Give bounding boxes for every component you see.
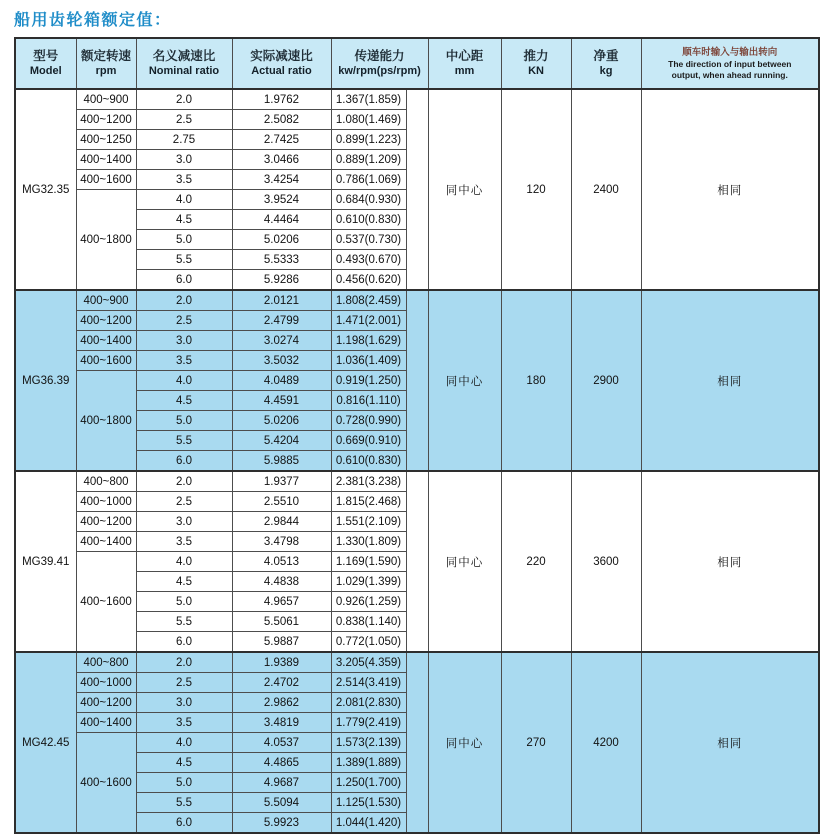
nominal-ratio-cell: 2.5 — [136, 492, 232, 512]
col-header-weight — [571, 38, 641, 89]
capacity-cell: 0.537(0.730) — [331, 230, 406, 250]
actual-ratio-cell: 2.5510 — [232, 492, 331, 512]
header-row — [15, 38, 819, 89]
col-header-nominal-ratio — [136, 38, 232, 89]
capacity-cell: 1.080(1.469) — [331, 110, 406, 130]
nominal-ratio-cell: 4.5 — [136, 572, 232, 592]
actual-ratio-cell: 3.9524 — [232, 190, 331, 210]
actual-ratio-cell: 4.4464 — [232, 210, 331, 230]
actual-ratio-cell: 2.9844 — [232, 512, 331, 532]
col-header-actual-zh: 实际减速比 — [250, 49, 313, 64]
col-header-center-distance — [428, 38, 501, 89]
data-row — [15, 471, 819, 492]
rpm-range-cell: 400~1000 — [76, 673, 136, 693]
nominal-ratio-cell: 2.0 — [136, 290, 232, 311]
capacity-cell: 1.573(2.139) — [331, 733, 406, 753]
col-header-rpm-zh: 额定转速 — [80, 49, 131, 64]
capacity-cell: 0.728(0.990) — [331, 411, 406, 431]
nominal-ratio-cell: 4.0 — [136, 733, 232, 753]
capacity-cell: 2.514(3.419) — [331, 673, 406, 693]
weight-cell: 2900 — [571, 290, 641, 471]
actual-ratio-cell: 1.9377 — [232, 471, 331, 492]
nominal-ratio-cell: 2.5 — [136, 673, 232, 693]
actual-ratio-cell: 4.4865 — [232, 753, 331, 773]
actual-ratio-cell: 5.4204 — [232, 431, 331, 451]
thrust-cell: 120 — [501, 89, 571, 290]
col-header-actual-ratio — [232, 38, 331, 89]
nominal-ratio-cell: 3.5 — [136, 713, 232, 733]
capacity-cell: 2.081(2.830) — [331, 693, 406, 713]
col-header-rpm — [76, 38, 136, 89]
model-cell: MG32.35 — [15, 89, 76, 290]
rpm-range-cell: 400~1200 — [76, 110, 136, 130]
center-distance-cell: 同中心 — [428, 652, 501, 833]
actual-ratio-cell: 5.9885 — [232, 451, 331, 472]
nominal-ratio-cell: 2.5 — [136, 311, 232, 331]
direction-cell: 相同 — [641, 652, 819, 833]
nominal-ratio-cell: 3.5 — [136, 170, 232, 190]
model-section-mg42-45 — [15, 652, 819, 833]
rpm-range-cell: 400~800 — [76, 652, 136, 673]
actual-ratio-cell: 4.9687 — [232, 773, 331, 793]
nominal-ratio-cell: 6.0 — [136, 270, 232, 291]
actual-ratio-cell: 3.4254 — [232, 170, 331, 190]
nominal-ratio-cell: 5.0 — [136, 411, 232, 431]
nominal-ratio-cell: 4.5 — [136, 210, 232, 230]
col-header-direction — [641, 38, 819, 89]
thrust-cell: 270 — [501, 652, 571, 833]
rpm-range-cell: 400~1250 — [76, 130, 136, 150]
nominal-ratio-cell: 4.0 — [136, 371, 232, 391]
capacity-cell: 3.205(4.359) — [331, 652, 406, 673]
nominal-ratio-cell: 6.0 — [136, 632, 232, 653]
nominal-ratio-cell: 4.0 — [136, 190, 232, 210]
capacity-cell: 1.125(1.530) — [331, 793, 406, 813]
nominal-ratio-cell: 3.0 — [136, 331, 232, 351]
weight-cell: 2400 — [571, 89, 641, 290]
capacity-cell: 0.889(1.209) — [331, 150, 406, 170]
actual-ratio-cell: 2.9862 — [232, 693, 331, 713]
actual-ratio-cell: 5.0206 — [232, 411, 331, 431]
thrust-cell: 220 — [501, 471, 571, 652]
col-header-thrust-zh: 推力 — [523, 49, 549, 64]
nominal-ratio-cell: 5.5 — [136, 793, 232, 813]
capacity-cell: 1.044(1.420) — [331, 813, 406, 834]
page-title: 船用齿轮箱额定值： — [14, 12, 172, 29]
nominal-ratio-cell: 2.0 — [136, 652, 232, 673]
nominal-ratio-cell: 4.5 — [136, 391, 232, 411]
capacity-cell: 1.330(1.809) — [331, 532, 406, 552]
rpm-range-cell: 400~1200 — [76, 512, 136, 532]
actual-ratio-cell: 5.9887 — [232, 632, 331, 653]
col-header-capacity-zh: 传递能力 — [354, 49, 405, 64]
rpm-range-cell: 400~1400 — [76, 150, 136, 170]
rpm-range-cell: 400~900 — [76, 290, 136, 311]
actual-ratio-cell: 2.0121 — [232, 290, 331, 311]
rpm-range-cell: 400~1200 — [76, 693, 136, 713]
rpm-range-cell: 400~800 — [76, 471, 136, 492]
col-header-actual-en: Actual ratio — [251, 65, 312, 78]
nominal-ratio-cell: 6.0 — [136, 813, 232, 834]
data-row — [15, 89, 819, 110]
capacity-cell: 0.838(1.140) — [331, 612, 406, 632]
col-header-direction-en1: The direction of input between — [668, 59, 792, 70]
actual-ratio-cell: 4.9657 — [232, 592, 331, 612]
nominal-ratio-cell: 3.5 — [136, 532, 232, 552]
col-header-direction-zh: 顺车时输入与输出转向 — [682, 47, 778, 59]
capacity-cell: 0.786(1.069) — [331, 170, 406, 190]
model-section-mg36-39 — [15, 290, 819, 471]
nominal-ratio-cell: 2.0 — [136, 471, 232, 492]
col-header-direction-en2: output, when ahead running. — [671, 69, 788, 80]
table-header — [15, 38, 819, 89]
rpm-range-cell: 400~1400 — [76, 331, 136, 351]
col-header-model-zh: 型号 — [33, 49, 59, 64]
actual-ratio-cell: 5.0206 — [232, 230, 331, 250]
nominal-ratio-cell: 3.0 — [136, 512, 232, 532]
actual-ratio-cell: 5.5094 — [232, 793, 331, 813]
col-header-capacity — [331, 38, 428, 89]
center-distance-cell: 同中心 — [428, 89, 501, 290]
capacity-cell: 1.551(2.109) — [331, 512, 406, 532]
capacity-cell: 1.036(1.409) — [331, 351, 406, 371]
rpm-range-cell: 400~1600 — [76, 170, 136, 190]
spacer-cell — [406, 89, 428, 290]
thrust-cell: 180 — [501, 290, 571, 471]
actual-ratio-cell: 2.4702 — [232, 673, 331, 693]
nominal-ratio-cell: 5.0 — [136, 773, 232, 793]
rpm-range-cell: 400~1400 — [76, 713, 136, 733]
spacer-cell — [406, 290, 428, 471]
nominal-ratio-cell: 3.5 — [136, 351, 232, 371]
weight-cell: 4200 — [571, 652, 641, 833]
capacity-cell: 0.816(1.110) — [331, 391, 406, 411]
nominal-ratio-cell: 5.5 — [136, 612, 232, 632]
actual-ratio-cell: 4.0537 — [232, 733, 331, 753]
nominal-ratio-cell: 4.5 — [136, 753, 232, 773]
col-header-weight-zh: 净重 — [593, 49, 619, 64]
capacity-cell: 0.919(1.250) — [331, 371, 406, 391]
col-header-weight-en: kg — [599, 65, 613, 78]
nominal-ratio-cell: 6.0 — [136, 451, 232, 472]
actual-ratio-cell: 3.0274 — [232, 331, 331, 351]
capacity-cell: 1.169(1.590) — [331, 552, 406, 572]
actual-ratio-cell: 5.5333 — [232, 250, 331, 270]
actual-ratio-cell: 4.4838 — [232, 572, 331, 592]
model-section-mg32-35 — [15, 89, 819, 290]
actual-ratio-cell: 4.0489 — [232, 371, 331, 391]
rpm-range-cell: 400~1600 — [76, 733, 136, 834]
nominal-ratio-cell: 3.0 — [136, 693, 232, 713]
nominal-ratio-cell: 4.0 — [136, 552, 232, 572]
nominal-ratio-cell: 2.75 — [136, 130, 232, 150]
nominal-ratio-cell: 2.5 — [136, 110, 232, 130]
col-header-center-zh: 中心距 — [445, 49, 484, 64]
weight-cell: 3600 — [571, 471, 641, 652]
actual-ratio-cell: 5.9286 — [232, 270, 331, 291]
col-header-thrust — [501, 38, 571, 89]
capacity-cell: 0.493(0.670) — [331, 250, 406, 270]
col-header-capacity-en: kw/rpm(ps/rpm) — [338, 65, 421, 78]
center-distance-cell: 同中心 — [428, 471, 501, 652]
capacity-cell: 0.669(0.910) — [331, 431, 406, 451]
spacer-cell — [406, 652, 428, 833]
model-cell: MG42.45 — [15, 652, 76, 833]
actual-ratio-cell: 4.4591 — [232, 391, 331, 411]
col-header-nominal-zh: 名义减速比 — [152, 49, 216, 64]
col-header-nominal-en: Nominal ratio — [148, 65, 220, 78]
model-cell: MG36.39 — [15, 290, 76, 471]
actual-ratio-cell: 2.7425 — [232, 130, 331, 150]
capacity-cell: 0.899(1.223) — [331, 130, 406, 150]
col-header-center-en: mm — [454, 65, 475, 78]
spacer-cell — [406, 471, 428, 652]
actual-ratio-cell: 4.0513 — [232, 552, 331, 572]
capacity-cell: 1.808(2.459) — [331, 290, 406, 311]
model-cell: MG39.41 — [15, 471, 76, 652]
capacity-cell: 0.772(1.050) — [331, 632, 406, 653]
actual-ratio-cell: 1.9762 — [232, 89, 331, 110]
capacity-cell: 0.684(0.930) — [331, 190, 406, 210]
capacity-cell: 2.381(3.238) — [331, 471, 406, 492]
capacity-cell: 1.029(1.399) — [331, 572, 406, 592]
actual-ratio-cell: 2.5082 — [232, 110, 331, 130]
actual-ratio-cell: 1.9389 — [232, 652, 331, 673]
col-header-model-en: Model — [29, 65, 62, 78]
col-header-thrust-en: KN — [528, 65, 544, 78]
capacity-cell: 0.610(0.830) — [331, 451, 406, 472]
rpm-range-cell: 400~1200 — [76, 311, 136, 331]
gearbox-rating-table — [14, 37, 820, 834]
rpm-range-cell: 400~1000 — [76, 492, 136, 512]
actual-ratio-cell: 3.4798 — [232, 532, 331, 552]
rpm-range-cell: 400~1600 — [76, 351, 136, 371]
center-distance-cell: 同中心 — [428, 290, 501, 471]
capacity-cell: 1.250(1.700) — [331, 773, 406, 793]
col-header-rpm-en: rpm — [95, 65, 117, 78]
data-row — [15, 290, 819, 311]
direction-cell: 相同 — [641, 89, 819, 290]
direction-cell: 相同 — [641, 290, 819, 471]
nominal-ratio-cell: 5.5 — [136, 431, 232, 451]
nominal-ratio-cell: 5.0 — [136, 592, 232, 612]
actual-ratio-cell: 3.0466 — [232, 150, 331, 170]
rpm-range-cell: 400~1600 — [76, 552, 136, 653]
capacity-cell: 0.610(0.830) — [331, 210, 406, 230]
capacity-cell: 0.456(0.620) — [331, 270, 406, 291]
rpm-range-cell: 400~1800 — [76, 371, 136, 472]
model-section-mg39-41 — [15, 471, 819, 652]
actual-ratio-cell: 5.9923 — [232, 813, 331, 834]
capacity-cell: 1.471(2.001) — [331, 311, 406, 331]
actual-ratio-cell: 5.5061 — [232, 612, 331, 632]
nominal-ratio-cell: 2.0 — [136, 89, 232, 110]
nominal-ratio-cell: 5.0 — [136, 230, 232, 250]
actual-ratio-cell: 2.4799 — [232, 311, 331, 331]
rpm-range-cell: 400~1800 — [76, 190, 136, 291]
capacity-cell: 1.198(1.629) — [331, 331, 406, 351]
capacity-cell: 1.779(2.419) — [331, 713, 406, 733]
col-header-model — [15, 38, 76, 89]
capacity-cell: 0.926(1.259) — [331, 592, 406, 612]
capacity-cell: 1.389(1.889) — [331, 753, 406, 773]
actual-ratio-cell: 3.5032 — [232, 351, 331, 371]
nominal-ratio-cell: 3.0 — [136, 150, 232, 170]
capacity-cell: 1.367(1.859) — [331, 89, 406, 110]
actual-ratio-cell: 3.4819 — [232, 713, 331, 733]
data-row — [15, 652, 819, 673]
rpm-range-cell: 400~900 — [76, 89, 136, 110]
rpm-range-cell: 400~1400 — [76, 532, 136, 552]
direction-cell: 相同 — [641, 471, 819, 652]
nominal-ratio-cell: 5.5 — [136, 250, 232, 270]
capacity-cell: 1.815(2.468) — [331, 492, 406, 512]
